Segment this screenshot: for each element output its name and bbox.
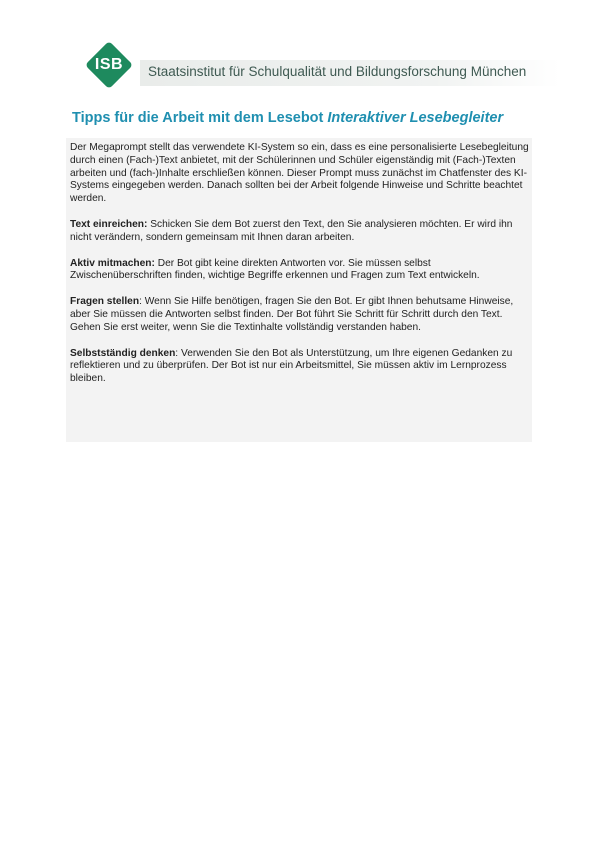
tip-text: : Wenn Sie Hilfe benötigen, fragen Sie den Bot. Er gibt Ihnen behutsame Hinweise, aber Sie müssen die Antworten selbst finden. Der Bot führt Sie Schritt für Schritt durch den Text. Gehen Sie erst weiter, wenn Sie die Textinhalte vollständig verstanden haben. [70,296,514,333]
tip-paragraph-text-einreichen [70,219,532,245]
intro-paragraph: Der Megaprompt stellt das verwendete KI-System so ein, dass es eine personalisierte Lesebegleitung durch einen (Fach-)Text anbietet, mit der Schülerinnen und Schüler eigenständig mit (Fach-)Texten arbeiten und (fach-)Inhalte erschließen können. Dieser Prompt muss zunächst im Chatfenster des KI-Systems eingegeben werden. Danach sollten bei der Arbeit folgende Hinweise und Schritte beachtet werden. [70,142,529,205]
tip-paragraph-selbststaendig-denken [70,348,532,386]
isb-logo-text: ISB [94,56,124,73]
tip-text: : Verwenden Sie den Bot als Unterstützung, um Ihre eigenen Gedanken zu reflektieren und zu überprüfen. Der Bot ist nur ein Arbeitsmittel, Sie müssen aktiv im Lernprozess bleiben. [70,347,513,385]
tip-heading: Text einreichen: [70,218,148,230]
document-title-italic: Interaktiver Lesebegleiter [327,110,504,126]
tip-paragraph-aktiv-mitmachen [70,258,532,284]
document-title-main: Tipps für die Arbeit mit dem Lesebot [72,110,328,126]
document-title [72,110,542,126]
tip-text: Der Bot gibt keine direkten Antworten vor. Sie müssen selbst Zwischenüberschriften finden, wichtige Begriffe erkennen und Fragen zum Text entwickeln. [70,257,480,282]
tip-heading: Selbstständig denken [70,347,176,359]
header [82,40,560,100]
tip-heading: Aktiv mitmachen: [70,257,155,269]
institute-name: Staatsinstitut für Schulqualität und Bildungsforschung München [148,64,527,79]
tip-text: Schicken Sie dem Bot zuerst den Text, den Sie analysieren möchten. Er wird ihn nicht verändern, sondern gemeinsam mit Ihnen daran arbeiten. [70,218,513,243]
tip-paragraph-fragen-stellen [70,296,532,334]
tip-heading: Fragen stellen [70,296,140,308]
content-box [66,138,532,442]
